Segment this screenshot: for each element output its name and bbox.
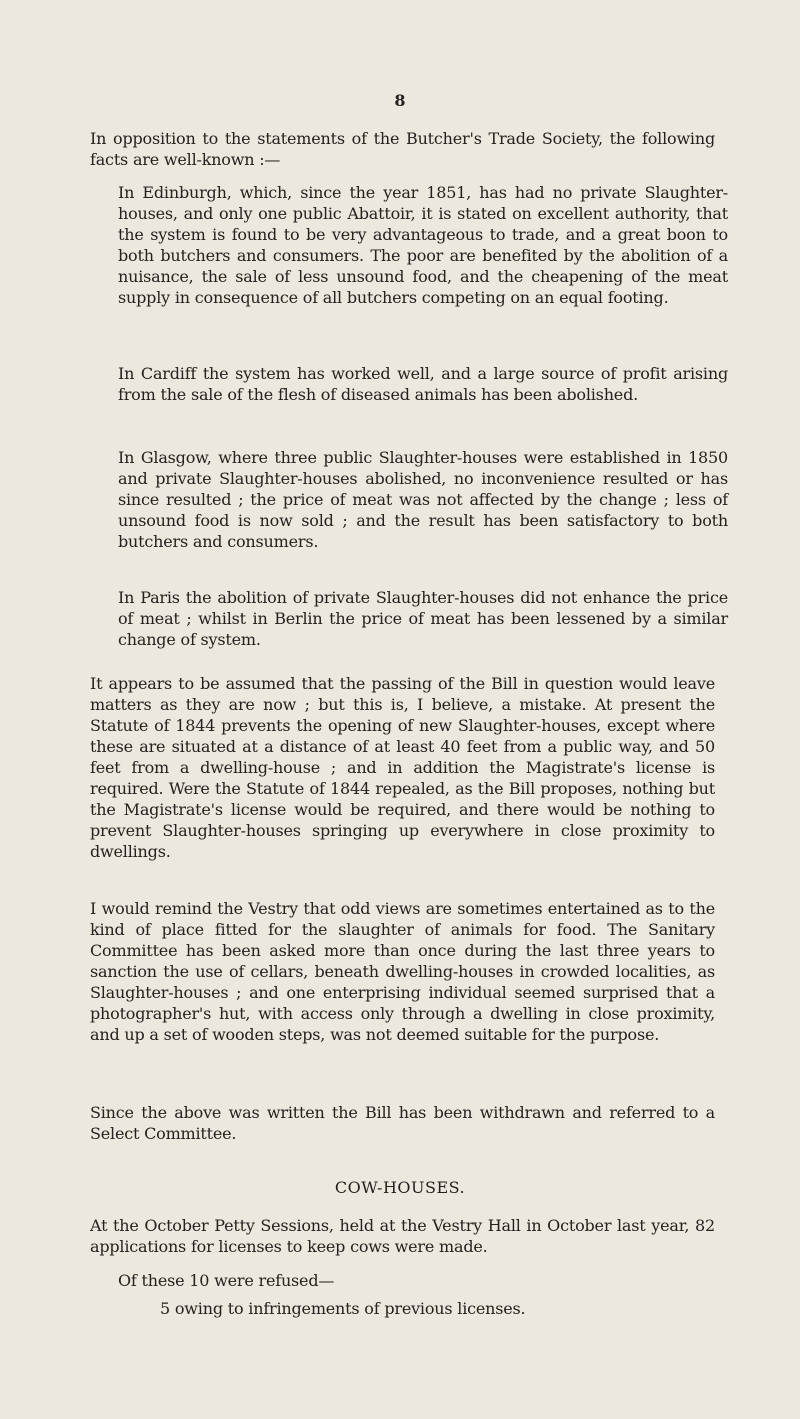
paris-paragraph: In Paris the abolition of private Slaughter-houses did not enhance the price of meat ; whilst in Berlin the price of meat has been lessened by a similar change of system. <box>118 588 728 649</box>
refused-line: Of these 10 were refused— <box>118 1271 335 1290</box>
glasgow-paragraph: In Glasgow, where three public Slaughter-houses were established in 1850 and private Slaughter-houses abolished, no inconvenience resulted or has since resulted ; the price of meat was not affected by the change ; less of unsound food is now sold ; and the result has been satisfactory to both butchers and consumers. <box>118 448 728 551</box>
withdrawn-paragraph: Since the above was written the Bill has been withdrawn and referred to a Select Committee. <box>90 1103 715 1143</box>
intro-paragraph: In opposition to the statements of the Butcher's Trade Society, the following facts are well-known :— <box>90 129 715 169</box>
cow-houses-sessions-paragraph: At the October Petty Sessions, held at the Vestry Hall in October last year, 82 applications for licenses to keep cows were made. <box>90 1216 715 1256</box>
bill-paragraph: It appears to be assumed that the passing of the Bill in question would leave matters as they are now ; but this is, I believe, a mistake. At present the Statute of 1844 prevents the opening of new Slaughter-houses, except where these are situated at a distance of at least 40 feet from a public way, and 50 feet from a dwelling-house ; and in addition the Magistrate's license is required. Were the Statute of 1844 repealed, as the Bill proposes, nothing but the Magistrate's license would be required, and there would be nothing to prevent Slaughter-houses springing up everywhere in close proximity to dwellings. <box>90 674 715 861</box>
infringements-line: 5 owing to infringements of previous licenses. <box>160 1299 526 1318</box>
cardiff-paragraph: In Cardiff the system has worked well, and a large source of profit arising from the sale of the flesh of diseased animals has been abolished. <box>118 364 728 404</box>
page-number: 8 <box>394 91 406 110</box>
edinburgh-paragraph: In Edinburgh, which, since the year 1851, has had no private Slaughter-houses, and only one public Abattoir, it is stated on excellent authority, that the system is found to be very advantageous to trade, and a great boon to both butchers and consumers. The poor are benefited by the abolition of a nuisance, the sale of less unsound food, and the cheapening of the meat supply in consequence of all butchers competing on an equal footing. <box>118 183 728 307</box>
vestry-paragraph: I would remind the Vestry that odd views are sometimes entertained as to the kind of place fitted for the slaughter of animals for food. The Sanitary Committee has been asked more than once during the last three years to sanction the use of cellars, beneath dwelling-houses in crowded localities, as Slaughter-houses ; and one enterprising individual seemed surprised that a photographer's hut, with access only through a dwelling in close proximity, and up a set of wooden steps, was not deemed suitable for the purpose. <box>90 899 715 1044</box>
cow-houses-heading: COW-HOUSES. <box>334 1178 466 1197</box>
